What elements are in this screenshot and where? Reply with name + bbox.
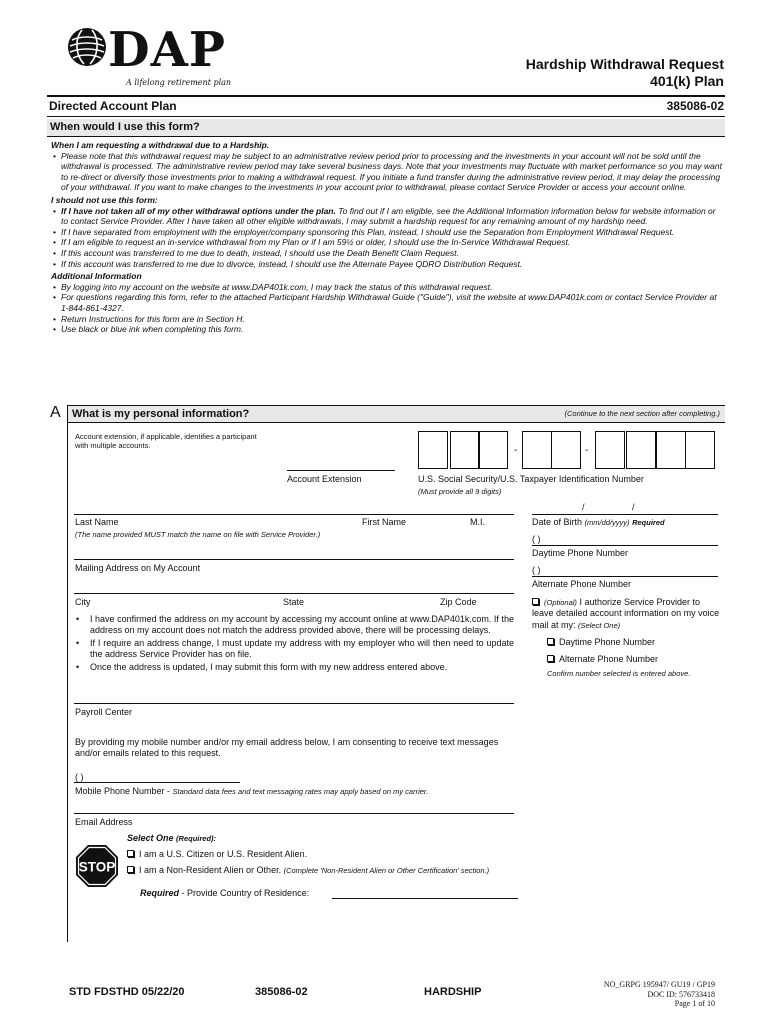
footer-page: Page 1 of 10 — [674, 999, 715, 1008]
not-heading: I should not use this form: — [51, 194, 158, 205]
not-bullet-bold: If I have not taken all of my other withdrawal options under the plan. — [61, 205, 336, 216]
citizen-label: I am a U.S. Citizen or U.S. Resident Alien. — [139, 849, 308, 859]
logo-tagline: A lifelong retirement plan — [126, 78, 232, 87]
dob-label-text: Date of Birth — [532, 517, 583, 527]
not-bullet: • If this account was transferred to me due to divorce, instead, I should use the Alternate Payee QDRO Distribution Request. — [51, 259, 723, 270]
email-label: Email Address — [75, 817, 133, 827]
not-bullet: • If this account was transferred to me due to death, instead, I should use the Death Benefit Claim Request. — [51, 248, 723, 259]
name-note: (The name provided MUST match the name on file with Service Provider.) — [75, 530, 321, 539]
section-a-letter: A — [50, 404, 61, 421]
plan-rule — [47, 116, 725, 117]
logo-text: DAP — [108, 22, 226, 78]
dob-format: (mm/dd/yyyy) — [584, 518, 630, 527]
dob-input[interactable] — [532, 514, 718, 515]
account-extension-note: Account extension, if applicable, identifies a participant with multiple accounts. — [75, 432, 257, 450]
ssn-digit-box[interactable] — [418, 431, 448, 469]
daytime-phone-paren: ( ) — [532, 534, 541, 544]
ssn-digit-box[interactable] — [685, 431, 715, 469]
nonresident-option[interactable] — [127, 865, 522, 876]
section-a-left-rule — [67, 405, 68, 942]
email-input[interactable] — [74, 813, 514, 814]
optional-label: (Optional) — [544, 598, 577, 607]
not-bullet: • If I have separated from employment with the employer/company sponsoring this Plan, instead, I should use the Separation from Employment Withdrawal Request. — [51, 227, 723, 238]
plan-number: 385086-02 — [666, 99, 724, 113]
nonresident-checkbox[interactable] — [127, 866, 134, 873]
address-bullet: • I have confirmed the address on my account by accessing my account online at www.DAP401k.com. If the address on my account does not match the address provided above, there will be processing delays. — [74, 614, 514, 637]
footer-form-code: STD FDSTHD 05/22/20 — [69, 986, 185, 998]
required-label: Required — [140, 888, 180, 898]
payroll-center-label: Payroll Center — [75, 707, 133, 717]
first-name-label: First Name — [362, 517, 407, 527]
stop-sign-text: STOP — [78, 859, 116, 875]
citizenship-select-label — [127, 833, 216, 843]
vm-daytime-checkbox[interactable] — [547, 638, 554, 645]
footer-doc-id: DOC ID: 576733418 — [647, 989, 715, 999]
address-bullet: • If I require an address change, I must update my address with my employer who will then need to update the address Service Provider has on file. — [74, 638, 514, 661]
footer-group: NO_GRPG 195947/ GU19 / GP19 — [603, 980, 715, 989]
ssn-digit-box[interactable] — [626, 431, 656, 469]
mailing-address-input[interactable] — [74, 559, 514, 560]
additional-bullet: • For questions regarding this form, refer to the attached Participant Hardship Withdrawal Guide ("Guide"), visit the website at www.DAP401k.com or contact Service Provider at 1-844-861-4327. — [51, 292, 723, 313]
dob-label — [532, 517, 665, 527]
ssn-digit-box[interactable] — [450, 431, 480, 469]
mobile-phone-paren: ( ) — [75, 772, 84, 782]
when-section-heading: When would I use this form? — [47, 119, 725, 137]
select-one-note: (Select One) — [578, 620, 621, 630]
vm-alternate-checkbox[interactable] — [547, 655, 554, 662]
mailing-address-label: Mailing Address on My Account — [75, 563, 201, 573]
not-bullet: • If I am eligible to request an in-service withdrawal from my Plan or if I am 59½ or older, I should use the In-Service Withdrawal Request. — [51, 237, 723, 248]
mobile-phone-label — [75, 786, 428, 796]
country-residence-label — [140, 888, 309, 898]
voicemail-authorize-checkbox[interactable] — [532, 598, 539, 605]
additional-bullet: • Use black or blue ink when completing this form. — [51, 324, 723, 335]
section-a-continue-note: (Continue to the next section after completing.) — [564, 409, 720, 418]
mobile-phone-label-text: Mobile Phone Number - — [75, 786, 173, 796]
dap-globe-logo-icon — [68, 28, 106, 66]
vm-confirm-note: Confirm number selected is entered above. — [547, 669, 691, 678]
mobile-phone-input[interactable] — [74, 782, 240, 783]
country-residence-input[interactable] — [332, 898, 518, 899]
zip-label: Zip Code — [440, 597, 477, 607]
ssn-digit-box[interactable] — [656, 431, 686, 469]
voicemail-text: I authorize Service Provider to leave detailed account information on my voice mail at my: — [532, 597, 720, 630]
alternate-phone-label: Alternate Phone Number — [532, 579, 632, 589]
vm-daytime-option[interactable] — [547, 637, 655, 647]
account-extension-input[interactable] — [287, 470, 395, 471]
vm-daytime-label: Daytime Phone Number — [559, 637, 656, 647]
citizen-checkbox[interactable] — [127, 850, 134, 857]
address-bullets — [74, 614, 514, 674]
alternate-phone-input[interactable] — [532, 576, 718, 577]
stop-sign-icon — [75, 844, 119, 888]
nonresident-label: I am a Non-Resident Alien or Other. — [139, 865, 282, 875]
account-extension-label: Account Extension — [287, 474, 362, 484]
dob-slash: / — [632, 502, 635, 512]
header-rule — [47, 95, 725, 97]
daytime-phone-input[interactable] — [532, 545, 718, 546]
consent-text: By providing my mobile number and/or my email address below, I am consenting to receive text messages and/or emails related to this request. — [75, 737, 499, 759]
footer-doc-info — [604, 980, 715, 1009]
ssn-dash: - — [585, 445, 589, 456]
nonresident-note: (Complete 'Non-Resident Alien or Other Certification' section.) — [283, 866, 490, 875]
country-label-text: - Provide Country of Residence: — [179, 888, 310, 898]
footer-plan-number: 385086-02 — [255, 986, 308, 998]
vm-alternate-option[interactable] — [547, 654, 658, 664]
select-one-label: Select One — [127, 833, 174, 843]
last-name-label: Last Name — [75, 517, 119, 527]
alternate-phone-paren: ( ) — [532, 565, 541, 575]
ssn-digit-box[interactable] — [478, 431, 508, 469]
vm-alternate-label: Alternate Phone Number — [559, 654, 659, 664]
citizen-option[interactable] — [127, 849, 307, 859]
when-section-body — [51, 140, 723, 335]
section-a-heading: What is my personal information? — [68, 405, 725, 423]
additional-bullet: • Return Instructions for this form are in Section H. — [51, 314, 723, 325]
form-subtitle: 401(k) Plan — [650, 73, 724, 89]
use-bullet: • Please note that this withdrawal request may be subject to an administrative review period prior to processing and the investments in your account will not be sold until the withdrawal is processed. The administrative review period may take several business days. Note that your investments may fluctuate with market performance so you may want to re-direct or diversify those investments prior to making a withdrawal request. If you initiate a fund transfer during the administrative review period, it may delay the processing of your withdrawal. If you want to make changes to the investments in your account prior to withdrawal, please contact Service Provider or access your account online. — [51, 151, 723, 193]
plan-name: Directed Account Plan — [49, 99, 177, 113]
dob-required: Required — [632, 518, 665, 527]
ssn-digit-box[interactable] — [551, 431, 581, 469]
additional-bullet: • By logging into my account on the website at www.DAP401k.com, I may track the status of this withdrawal request. — [51, 282, 723, 293]
payroll-center-input[interactable] — [74, 703, 514, 704]
not-bullet — [51, 206, 723, 227]
select-required-note: (Required): — [176, 834, 217, 843]
mi-label: M.I. — [470, 517, 485, 527]
state-label: State — [283, 597, 305, 607]
footer-form-type: HARDSHIP — [424, 986, 482, 998]
ssn-dash: - — [514, 445, 518, 456]
voicemail-authorization — [532, 597, 720, 631]
use-heading: When I am requesting a withdrawal due to a Hardship. — [51, 140, 270, 150]
ssn-note: (Must provide all 9 digits) — [418, 487, 502, 496]
name-input[interactable] — [74, 514, 514, 515]
form-title: Hardship Withdrawal Request — [525, 56, 724, 72]
daytime-phone-label: Daytime Phone Number — [532, 548, 629, 558]
ssn-digit-box[interactable] — [595, 431, 625, 469]
ssn-label: U.S. Social Security/U.S. Taxpayer Identification Number — [418, 474, 644, 484]
dob-slash: / — [582, 502, 585, 512]
city-state-zip-input[interactable] — [74, 593, 514, 594]
mobile-phone-note: Standard data fees and text messaging rates may apply based on my carrier. — [172, 787, 429, 796]
address-bullet: • Once the address is updated, I may submit this form with my new address entered above. — [74, 662, 514, 673]
not-bullet-rest: To find out if I am eligible, see the Additional Information information below for website information or to contact Service Provider. After I have taken all other eligible withdrawals, I may submit a hardship request for any remaining amount of my hardship need. — [61, 205, 716, 227]
ssn-digit-box[interactable] — [522, 431, 552, 469]
additional-info-heading: Additional Information — [51, 271, 142, 282]
city-label: City — [75, 597, 91, 607]
